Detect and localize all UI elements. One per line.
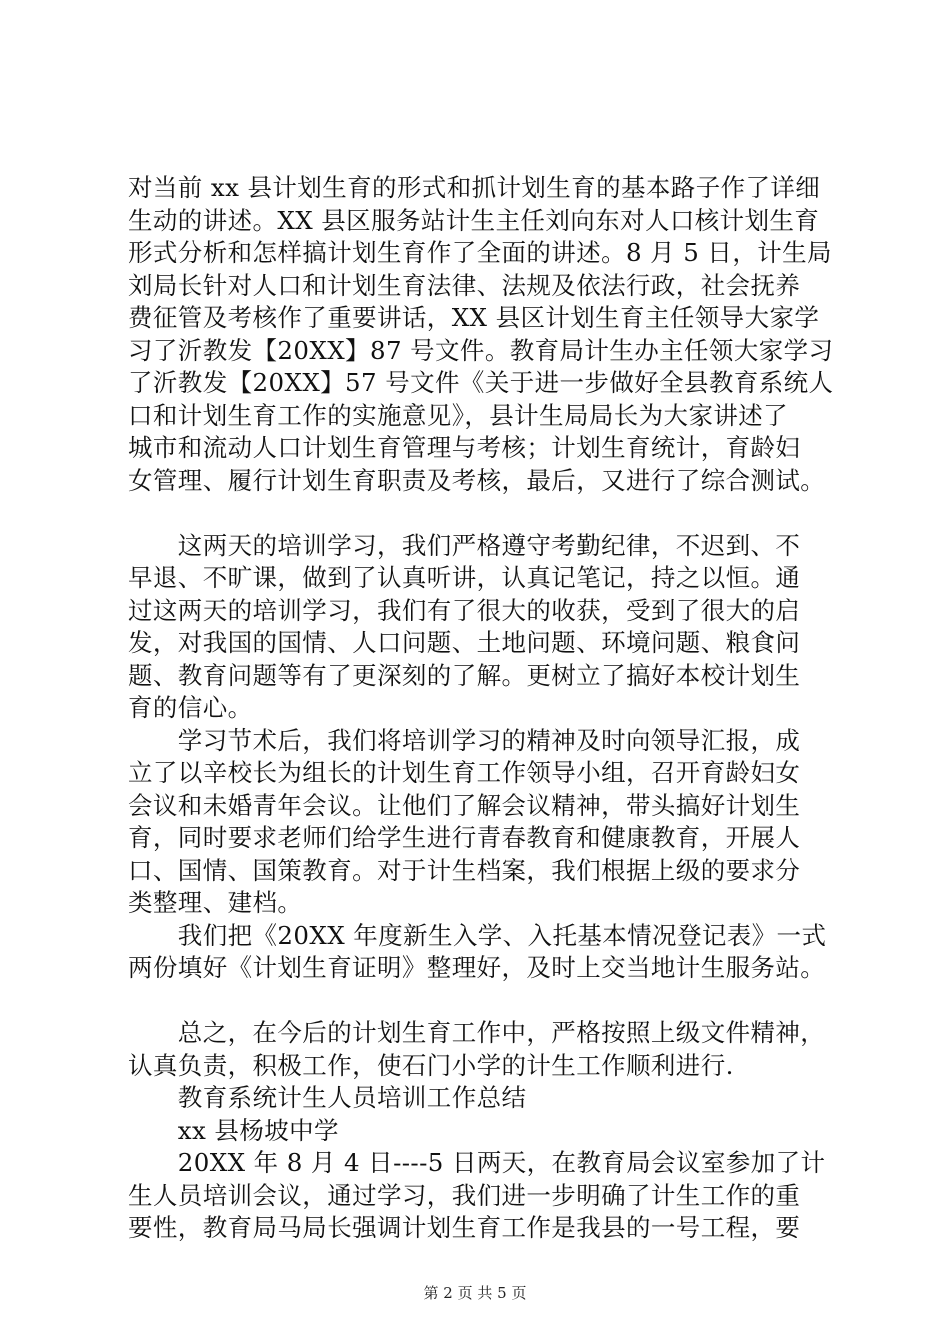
text-line: 女管理、履行计划生育职责及考核，最后，又进行了综合测试。 — [128, 465, 826, 495]
paragraph-gap — [128, 497, 848, 530]
text-line: 要性，教育局马局长强调计划生育工作是我县的一号工程，要 — [128, 1213, 801, 1242]
text-line: 两份填好《计划生育证明》整理好，及时上交当地计生服务站。 — [128, 953, 826, 982]
text-line: 生人员培训会议，通过学习，我们进一步明确了计生工作的重 — [128, 1180, 801, 1210]
text-line: 习了沂教发【20XX】87 号文件。教育局计生办主任领大家学习 — [128, 335, 834, 365]
text-line: 会议和未婚青年会议。让他们了解会议精神，带头搞好计划生 — [128, 790, 801, 820]
section-title: 教育系统计生人员培训工作总结 — [128, 1083, 527, 1112]
page-footer — [0, 1282, 950, 1303]
text-line: 刘局长针对人口和计划生育法律、法规及依法行政，社会抚养 — [128, 270, 801, 300]
text-line: 费征管及考核作了重要讲话，XX 县区计划生育主任领导大家学 — [128, 303, 820, 332]
author-line: xx 县杨坡中学 — [128, 1115, 339, 1145]
text-line: 20XX 年 8 月 4 日----5 日两天，在教育局会议室参加了计 — [128, 1148, 826, 1177]
text-line: 发，对我国的国情、人口问题、土地问题、环境问题、粮食问 — [128, 628, 801, 657]
text-line: 口、国情、国策教育。对于计生档案，我们根据上级的要求分 — [128, 855, 801, 885]
text-line: 城市和流动人口计划生育管理与考核；计划生育统计，育龄妇 — [128, 433, 801, 462]
text-line: 认真负责，积极工作，使石门小学的计生工作顺利进行. — [128, 1050, 734, 1080]
text-line: 对当前 xx 县计划生育的形式和抓计划生育的基本路子作了详细 — [128, 173, 821, 202]
text-line: 早退、不旷课，做到了认真听讲，认真记笔记，持之以恒。通 — [128, 563, 801, 592]
text-line: 育，同时要求老师们给学生进行青春教育和健康教育，开展人 — [128, 823, 801, 852]
text-line: 总之，在今后的计划生育工作中，严格按照上级文件精神， — [128, 1018, 826, 1047]
text-line: 形式分析和怎样搞计划生育作了全面的讲述。8 月 5 日，计生局 — [128, 238, 832, 267]
page-number-label: 第 2 页 共 5 页 — [423, 1284, 527, 1302]
text-line: 口和计划生育工作的实施意见》，县计生局局长为大家讲述了 — [128, 400, 789, 430]
text-line: 这两天的培训学习，我们严格遵守考勤纪律，不迟到、不 — [128, 530, 801, 560]
text-line: 生动的讲述。XX 县区服务站计生主任刘向东对人口核计划生育 — [128, 205, 820, 235]
document-body — [128, 172, 848, 1245]
text-line: 题、教育问题等有了更深刻的了解。更树立了搞好本校计划生 — [128, 660, 801, 690]
text-line: 过这两天的培训学习，我们有了很大的收获，受到了很大的启 — [128, 595, 801, 625]
text-line: 我们把《20XX 年度新生入学、入托基本情况登记表》一式 — [128, 920, 827, 950]
text-line: 育的信心。 — [128, 693, 253, 722]
text-line: 类整理、建档。 — [128, 888, 303, 917]
text-line: 立了以辛校长为组长的计划生育工作领导小组，召开育龄妇女 — [128, 758, 801, 787]
text-line: 了沂教发【20XX】57 号文件《关于进一步做好全县教育系统人 — [128, 368, 834, 397]
text-line: 学习节术后，我们将培训学习的精神及时向领导汇报，成 — [128, 725, 801, 755]
paragraph-gap — [128, 985, 848, 1018]
